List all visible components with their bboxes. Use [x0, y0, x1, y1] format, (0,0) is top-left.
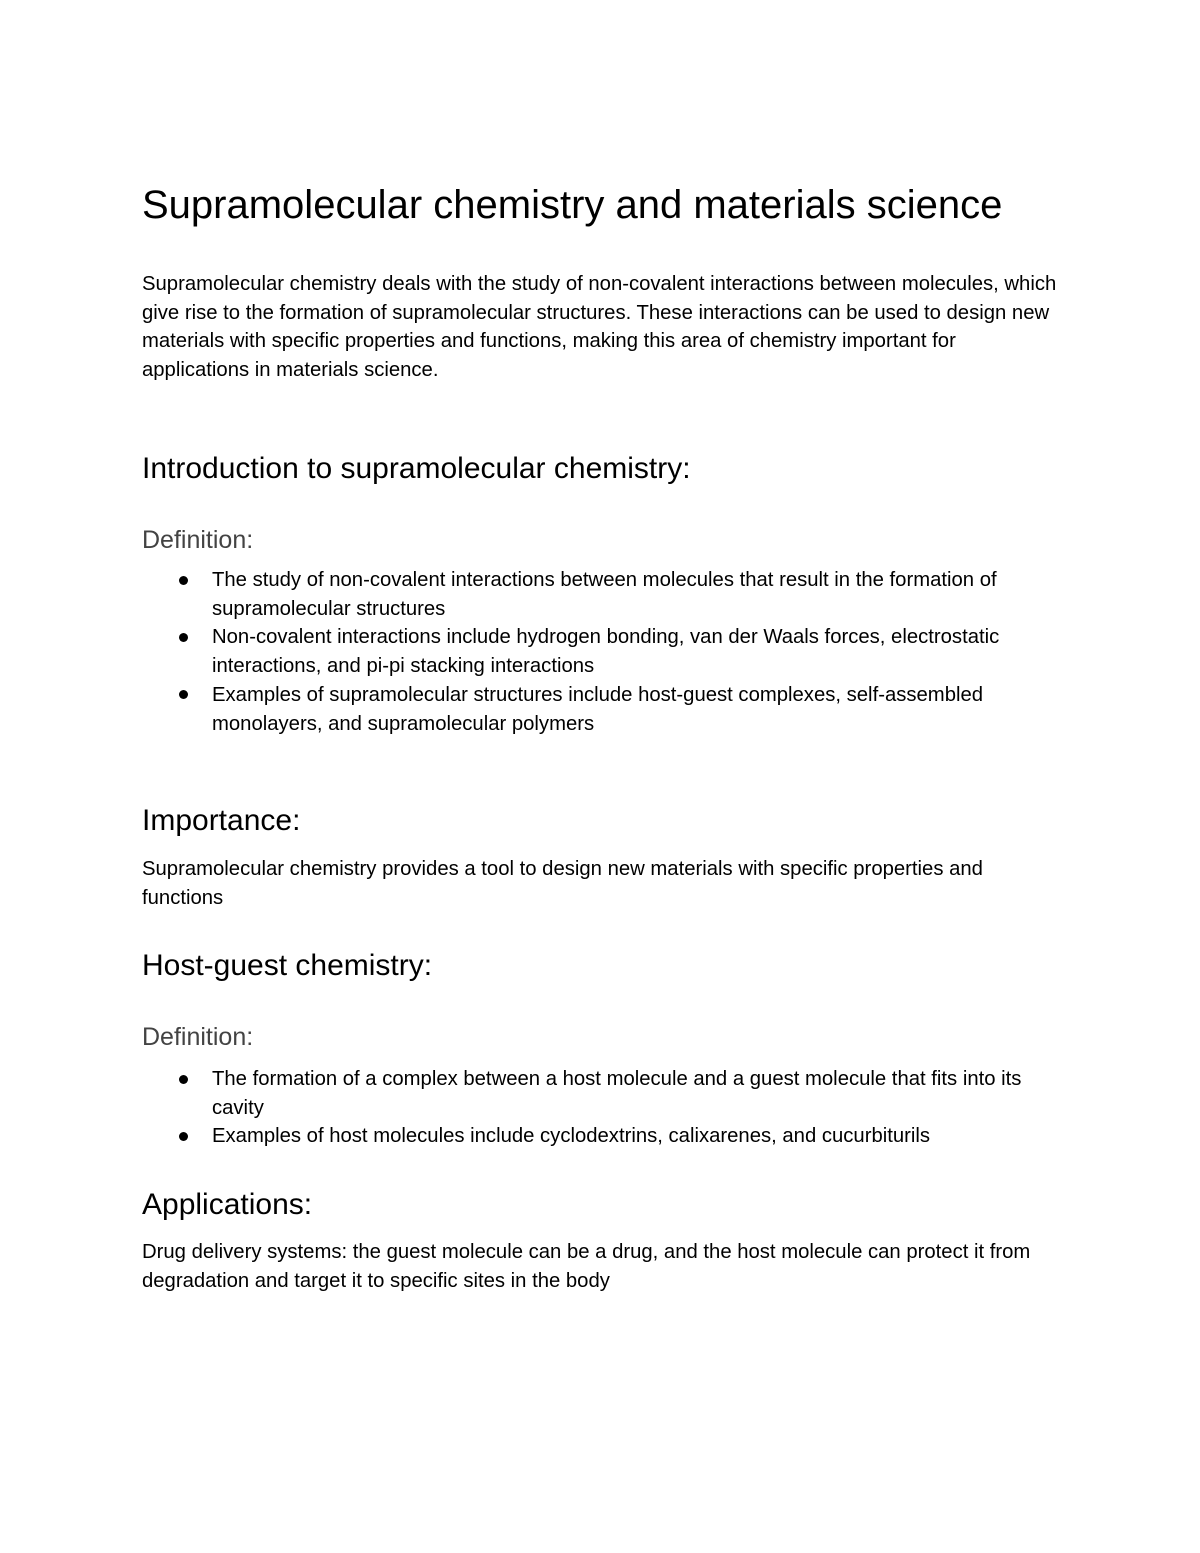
importance-paragraph: Supramolecular chemistry provides a tool to design new materials with specific properties and functions — [142, 858, 983, 909]
subheading-definition-2: Definition: — [142, 1023, 254, 1051]
list-item-text: Examples of supramolecular structures include host-guest complexes, self-assembled monolayers, and supramolecular polymers — [212, 683, 984, 735]
definition-2-list — [142, 1065, 1057, 1151]
list-item-text: The formation of a complex between a host molecule and a guest molecule that fits into its cavity — [212, 1068, 1022, 1119]
list-item — [142, 1065, 1057, 1122]
list-item — [142, 566, 1057, 623]
subheading-definition-1: Definition: — [142, 526, 254, 554]
bullet-icon — [179, 576, 188, 585]
list-item — [142, 681, 1057, 738]
definition-1-list — [142, 566, 1057, 738]
heading-host-guest: Host-guest chemistry: — [142, 949, 433, 982]
bullet-icon — [179, 633, 188, 642]
applications-paragraph: Drug delivery systems: the guest molecule can be a drug, and the host molecule can protect it from degradation and target it to specific sites in the body — [142, 1241, 1031, 1292]
list-item — [142, 623, 1057, 680]
bullet-icon — [179, 1075, 188, 1084]
intro-paragraph: Supramolecular chemistry deals with the study of non-covalent interactions between molecules, which give rise to the formation of supramolecular structures. These interactions can be used to design new materials with specific properties and functions, making this area of chemistry important for applications in materials science. — [142, 273, 1057, 382]
heading-applications: Applications: — [142, 1188, 313, 1221]
list-item-text: Non-covalent interactions include hydrogen bonding, van der Waals forces, electrostatic interactions, and pi-pi stacking interactions — [212, 626, 1000, 678]
list-item — [142, 1122, 1057, 1151]
list-item-text: Examples of host molecules include cyclodextrins, calixarenes, and cucurbiturils — [212, 1125, 931, 1148]
document-title: Supramolecular chemistry and materials science — [142, 183, 1003, 227]
bullet-icon — [179, 1132, 188, 1141]
heading-importance: Importance: — [142, 804, 301, 837]
list-item-text: The study of non-covalent interactions between molecules that result in the formation of supramolecular structures — [212, 569, 997, 620]
heading-introduction: Introduction to supramolecular chemistry: — [142, 452, 691, 485]
bullet-icon — [179, 690, 188, 699]
